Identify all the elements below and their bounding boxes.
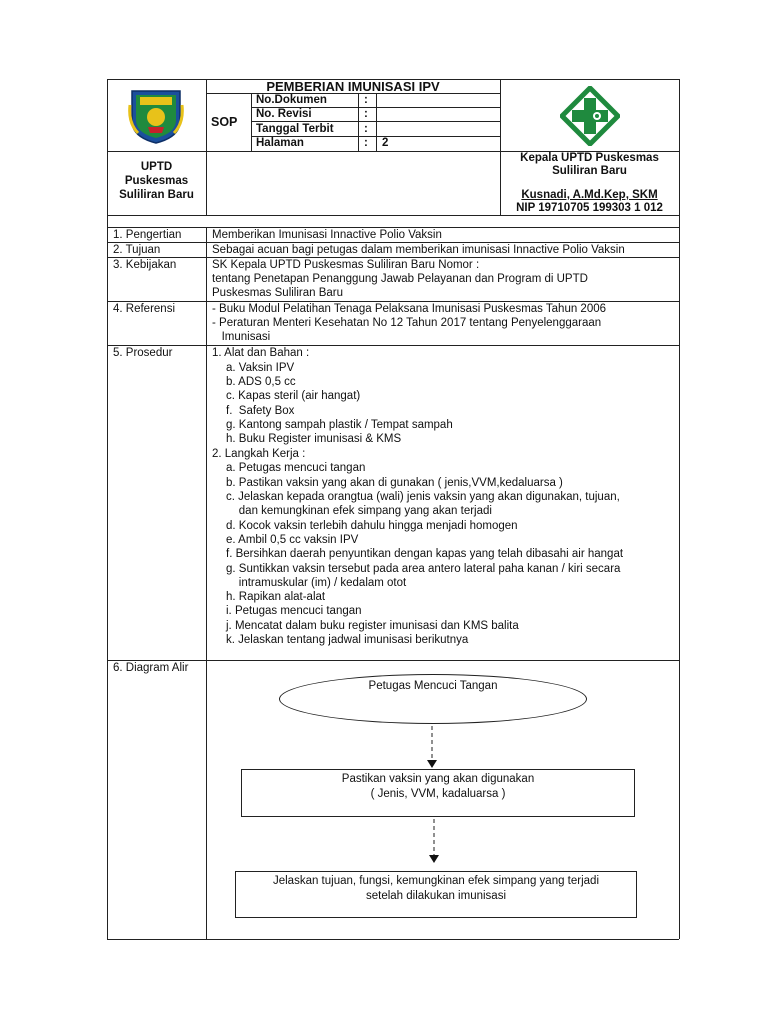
puskesmas-cross-icon	[560, 86, 620, 146]
text-referensi-line: Imunisasi	[212, 331, 271, 343]
row-line-5	[107, 660, 679, 661]
doc-label-nodokumen: No.Dokumen	[256, 94, 327, 106]
label-diagram: 6. Diagram Alir	[113, 662, 189, 674]
puskesmas-logo	[560, 86, 620, 146]
doc-table-mid1	[358, 93, 359, 151]
langkah-item: d. Kocok vaksin terlebih dahulu hingga menjadi homogen	[226, 520, 518, 532]
langkah-item: a. Petugas mencuci tangan	[226, 462, 366, 474]
text-kebijakan-line: Puskesmas Suliliran Baru	[212, 287, 344, 299]
doc-table-left	[251, 93, 252, 151]
frame-right	[679, 79, 680, 939]
label-kebijakan: 3. Kebijakan	[113, 259, 177, 271]
langkah-item: intramuskular (im) / kedalam otot	[226, 577, 407, 589]
label-tujuan: 2. Tujuan	[113, 244, 161, 256]
text-kebijakan-line: SK Kepala UPTD Puskesmas Suliliran Baru Nomor :	[212, 259, 480, 271]
org-line-2: Puskesmas	[124, 175, 189, 187]
langkah-item: b. Pastikan vaksin yang akan di gunakan ( jenis,VVM,kedaluarsa )	[226, 477, 563, 489]
doc-value-halaman: 2	[382, 137, 389, 149]
flow-step-start	[279, 674, 587, 724]
text-referensi-line: - Peraturan Menteri Kesehatan No 12 Tahun 2017 tentang Penyelenggaraan	[212, 317, 602, 329]
langkah-item: g. Suntikkan vaksin tersebut pada area antero lateral paha kanan / kiri secara	[226, 563, 621, 575]
langkah-item: f. Bersihkan daerah penyuntikan dengan kapas yang telah dibasahi air hangat	[226, 548, 624, 560]
langkah-title: 2. Langkah Kerja :	[212, 448, 306, 460]
label-referensi: 4. Referensi	[113, 303, 176, 315]
sop-title: PEMBERIAN IMUNISASI IPV	[266, 79, 440, 94]
doc-label-halaman: Halaman	[256, 137, 304, 149]
alat-item: g. Kantong sampah plastik / Tempat sampah	[226, 419, 453, 431]
text-kebijakan-line: tentang Penetapan Penanggung Jawab Pelayanan dan Program di UPTD	[212, 273, 588, 285]
alat-item: f. Safety Box	[226, 405, 295, 417]
org-line-3: Suliliran Baru	[119, 189, 194, 201]
flow-step-3-box	[235, 871, 637, 918]
text-pengertian: Memberikan Imunisasi Innactive Polio Vaksin	[212, 229, 442, 241]
doc-sep: :	[364, 123, 368, 135]
alat-item: a. Vaksin IPV	[226, 362, 295, 374]
flow-step-2-box	[241, 769, 635, 817]
doc-label-norevisi: No. Revisi	[256, 108, 312, 120]
frame-left	[107, 79, 108, 939]
doc-sep: :	[364, 94, 368, 106]
doc-sep: :	[364, 108, 368, 120]
label-prosedur: 5. Prosedur	[113, 347, 173, 359]
regional-emblem-icon	[126, 87, 186, 145]
head-line-1: Kepala UPTD Puskesmas	[520, 152, 659, 164]
body-col-divider	[206, 227, 207, 939]
row-line-4	[107, 345, 679, 346]
langkah-item: e. Ambil 0,5 cc vaksin IPV	[226, 534, 359, 546]
flow-arrow-down-icon	[424, 724, 440, 770]
regional-logo	[126, 87, 186, 145]
doc-sep: :	[364, 137, 368, 149]
head-nip: NIP 19710705 199303 1 012	[516, 202, 663, 214]
alat-title: 1. Alat dan Bahan :	[212, 347, 310, 359]
sop-label: SOP	[211, 115, 238, 129]
org-line-1: UPTD	[140, 161, 173, 173]
flow-step-2-line1: Pastikan vaksin yang akan digunakan	[341, 773, 535, 785]
header-bottom	[107, 215, 679, 216]
doc-label-tanggal: Tanggal Terbit	[256, 123, 334, 135]
langkah-item: dan kemungkinan efek simpang yang akan terjadi	[226, 505, 492, 517]
head-name: Kusnadi, A.Md.Kep, SKM	[521, 189, 658, 201]
frame-bottom	[107, 939, 679, 940]
flow-step-2-line2: ( Jenis, VVM, kadaluarsa )	[370, 788, 506, 800]
langkah-item: h. Rapikan alat-alat	[226, 591, 326, 603]
alat-item: h. Buku Register imunisasi & KMS	[226, 433, 402, 445]
flow-step-3-line2: setelah dilakukan imunisasi	[366, 890, 506, 902]
label-pengertian: 1. Pengertian	[113, 229, 182, 241]
header-divider-1	[206, 79, 207, 215]
flow-arrow-down-icon	[426, 817, 442, 865]
text-tujuan: Sebagai acuan bagi petugas dalam memberikan imunisasi Innactive Polio Vaksin	[212, 244, 625, 256]
text-referensi-line: - Buku Modul Pelatihan Tenaga Pelaksana Imunisasi Puskesmas Tahun 2006	[212, 303, 607, 315]
langkah-item: i. Petugas mencuci tangan	[226, 605, 362, 617]
head-line-2: Suliliran Baru	[552, 165, 627, 177]
langkah-item: c. Jelaskan kepada orangtua (wali) jenis vaksin yang akan digunakan, tujuan,	[226, 491, 620, 503]
alat-item: b. ADS 0,5 cc	[226, 376, 296, 388]
langkah-item: k. Jelaskan tentang jadwal imunisasi berikutnya	[226, 634, 469, 646]
doc-table-mid2	[376, 93, 377, 151]
alat-item: c. Kapas steril (air hangat)	[226, 390, 361, 402]
flow-step-3-line1: Jelaskan tujuan, fungsi, kemungkinan efek simpang yang terjadi	[272, 875, 600, 887]
flow-step-1-text: Petugas Mencuci Tangan	[368, 680, 498, 692]
langkah-item: j. Mencatat dalam buku register imunisasi dan KMS balita	[226, 620, 519, 632]
